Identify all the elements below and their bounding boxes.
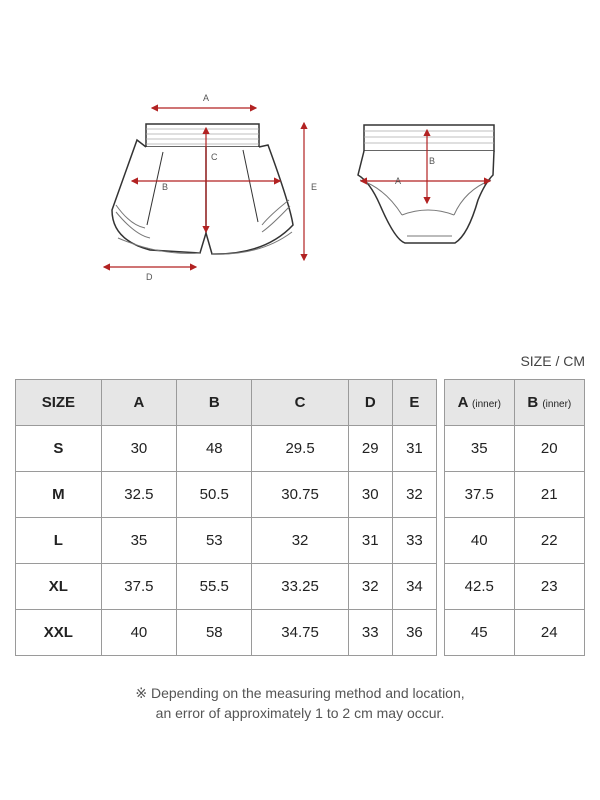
shorts-label-c: C bbox=[211, 152, 218, 162]
shorts-label-a: A bbox=[203, 93, 210, 103]
value-cell: 33 bbox=[392, 518, 436, 564]
value-cell: 30 bbox=[348, 472, 392, 518]
size-cell: M bbox=[16, 472, 102, 518]
value-cell: 40 bbox=[101, 610, 176, 656]
unit-label: SIZE / CM bbox=[520, 353, 585, 369]
table-row bbox=[445, 518, 585, 564]
shorts-illustration bbox=[112, 124, 293, 254]
table-row bbox=[16, 610, 437, 656]
value-cell: 50.5 bbox=[177, 472, 252, 518]
value-cell: 58 bbox=[177, 610, 252, 656]
value-cell: 37.5 bbox=[445, 472, 515, 518]
header-c: C bbox=[252, 380, 348, 426]
value-cell: 33.25 bbox=[252, 564, 348, 610]
header-letter: A bbox=[457, 394, 468, 411]
shorts-label-e: E bbox=[311, 182, 318, 192]
value-cell: 30.75 bbox=[252, 472, 348, 518]
value-cell: 30 bbox=[101, 426, 176, 472]
briefs-label-b: B bbox=[429, 156, 436, 166]
value-cell: 37.5 bbox=[101, 564, 176, 610]
value-cell: 35 bbox=[101, 518, 176, 564]
briefs-label-a: A bbox=[395, 176, 402, 186]
inner-size-table bbox=[444, 379, 585, 656]
value-cell: 36 bbox=[392, 610, 436, 656]
size-cell: S bbox=[16, 426, 102, 472]
header-d: D bbox=[348, 380, 392, 426]
value-cell: 21 bbox=[514, 472, 584, 518]
value-cell: 35 bbox=[445, 426, 515, 472]
value-cell: 32.5 bbox=[101, 472, 176, 518]
header-b-inner bbox=[514, 380, 584, 426]
header-e: E bbox=[392, 380, 436, 426]
size-cell: XXL bbox=[16, 610, 102, 656]
table-row bbox=[445, 610, 585, 656]
table-header-row bbox=[445, 380, 585, 426]
header-a: A bbox=[101, 380, 176, 426]
header-suffix: (inner) bbox=[542, 399, 572, 410]
value-cell: 32 bbox=[252, 518, 348, 564]
briefs-illustration bbox=[358, 125, 494, 243]
value-cell: 33 bbox=[348, 610, 392, 656]
value-cell: 29.5 bbox=[252, 426, 348, 472]
value-cell: 22 bbox=[514, 518, 584, 564]
value-cell: 31 bbox=[348, 518, 392, 564]
table-row bbox=[16, 426, 437, 472]
table-row bbox=[445, 564, 585, 610]
value-cell: 34.75 bbox=[252, 610, 348, 656]
value-cell: 20 bbox=[514, 426, 584, 472]
value-cell: 23 bbox=[514, 564, 584, 610]
shorts-label-d: D bbox=[146, 272, 153, 282]
value-cell: 29 bbox=[348, 426, 392, 472]
header-b: B bbox=[177, 380, 252, 426]
garment-measurement-diagram bbox=[0, 0, 600, 300]
shorts-label-b: B bbox=[162, 182, 169, 192]
header-a-inner bbox=[445, 380, 515, 426]
size-cell: XL bbox=[16, 564, 102, 610]
header-letter: B bbox=[527, 394, 539, 411]
table-row bbox=[445, 472, 585, 518]
value-cell: 48 bbox=[177, 426, 252, 472]
table-row bbox=[445, 426, 585, 472]
size-chart-table bbox=[15, 379, 437, 656]
table-row bbox=[16, 564, 437, 610]
value-cell: 40 bbox=[445, 518, 515, 564]
table-row bbox=[16, 518, 437, 564]
measurement-note-line-2: an error of approximately 1 to 2 cm may occur. bbox=[155, 705, 445, 721]
size-cell: L bbox=[16, 518, 102, 564]
value-cell: 34 bbox=[392, 564, 436, 610]
table-row bbox=[16, 472, 437, 518]
header-size: SIZE bbox=[16, 380, 102, 426]
measurement-note-line-1: ※ Depending on the measuring method and location, bbox=[135, 685, 465, 701]
value-cell: 32 bbox=[392, 472, 436, 518]
value-cell: 42.5 bbox=[445, 564, 515, 610]
header-suffix: (inner) bbox=[472, 399, 501, 410]
value-cell: 32 bbox=[348, 564, 392, 610]
value-cell: 45 bbox=[445, 610, 515, 656]
value-cell: 24 bbox=[514, 610, 584, 656]
value-cell: 53 bbox=[177, 518, 252, 564]
value-cell: 31 bbox=[392, 426, 436, 472]
value-cell: 55.5 bbox=[177, 564, 252, 610]
table-header-row bbox=[16, 380, 437, 426]
